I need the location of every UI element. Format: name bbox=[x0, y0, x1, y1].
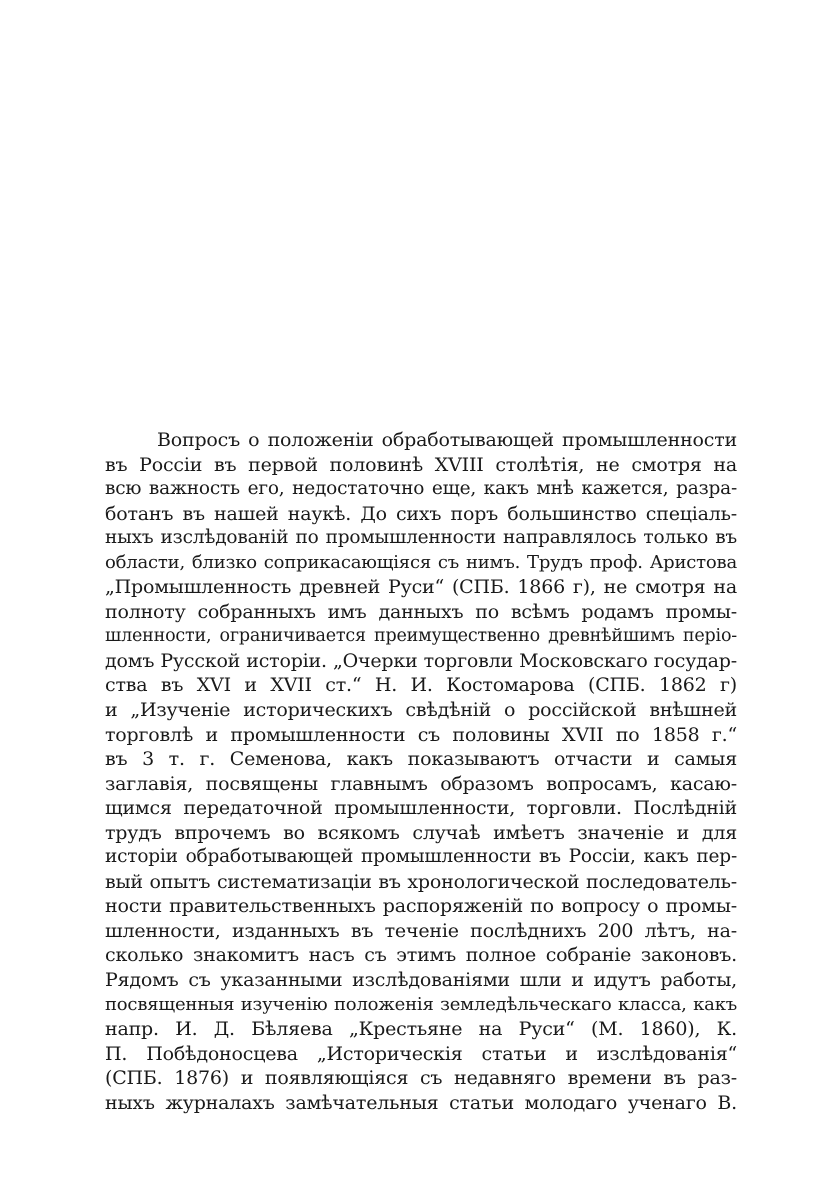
text-line: исторiи обработывающей промышленности въ Россiи, какъ пер- bbox=[105, 846, 737, 868]
text-line: домъ Русской исторiи. „Очерки торговли Московскаго государ- bbox=[105, 649, 737, 672]
text-line: области, близко соприкасающiяся съ нимъ. Трудъ проф. Аристова bbox=[105, 551, 737, 573]
text-line: всю важность его, недостаточно еще, какъ мнѣ кажется, разра- bbox=[105, 478, 737, 500]
text-line: ботанъ въ нашей наукѣ. До сихъ поръ большинство спецiаль- bbox=[105, 502, 737, 525]
text-line: полноту собранныхъ имъ данныхъ по всѣмъ родамъ промы- bbox=[105, 600, 737, 623]
text-line: въ 3 т. г. Семенова, какъ показываютъ отчасти и самыя bbox=[105, 748, 737, 771]
text-line: шленности, изданныхъ въ теченiе послѣднихъ 200 лѣтъ, на- bbox=[105, 919, 737, 942]
text-line: ныхъ журналахъ замѣчательныя статьи молодаго ученаго В. bbox=[105, 1091, 737, 1114]
text-line: щимся передаточной промышленности, торговли. Послѣднiй bbox=[105, 797, 737, 820]
text-line: посвященныя изученiю положенiя земледѣльческаго класса, какъ bbox=[105, 993, 737, 1015]
text-line: и „Изученiе историческихъ свѣдѣнiй о россiйской внѣшней bbox=[105, 699, 737, 722]
text-line: сколько знакомитъ насъ съ этимъ полное собранiе законовъ. bbox=[105, 944, 737, 967]
text-line: вый опытъ систематизацiи въ хронологической последователь- bbox=[105, 870, 737, 893]
text-line: заглавiя, посвящены главнымъ образомъ вопросамъ, касаю- bbox=[105, 772, 737, 795]
text-line: (СПБ. 1876) и появляющiяся съ недавняго времени въ раз- bbox=[105, 1067, 737, 1090]
text-line: напр. И. Д. Бѣляева „Крестьяне на Руси“ (М. 1860), К. bbox=[105, 1018, 737, 1041]
text-line: ства въ XVI и XVII ст.“ Н. И. Костомарова (СПБ. 1862 г) bbox=[105, 674, 737, 697]
text-line: торговлѣ и промышленности съ половины XVII по 1858 г.“ bbox=[105, 723, 737, 746]
text-line: П. Побѣдоносцева „Историческiя статьи и изслѣдованiя“ bbox=[105, 1042, 737, 1065]
text-line: ныхъ изслѣдованiй по промышленности направлялось только въ bbox=[105, 527, 737, 549]
text-line: трудъ впрочемъ во всякомъ случаѣ имѣетъ значенiе и для bbox=[105, 821, 737, 844]
text-line: „Промышленность древней Руси“ (СПБ. 1866 г), не смотря на bbox=[105, 576, 737, 599]
text-line: Рядомъ съ указанными изслѣдованiями шли и идутъ работы, bbox=[105, 969, 737, 992]
text-line: шленности, ограничивается преимущественно древнѣйшимъ перiо- bbox=[105, 626, 737, 647]
body-paragraph bbox=[105, 428, 737, 1115]
text-line: Вопросъ о положенiи обработывающей промышленности bbox=[157, 429, 737, 451]
text-line: въ Россiи въ первой половинѣ XVIII столѣтiя, не смотря на bbox=[105, 453, 737, 476]
text-line: ности правительственныхъ распоряженiй по вопросу о промы- bbox=[105, 895, 737, 918]
